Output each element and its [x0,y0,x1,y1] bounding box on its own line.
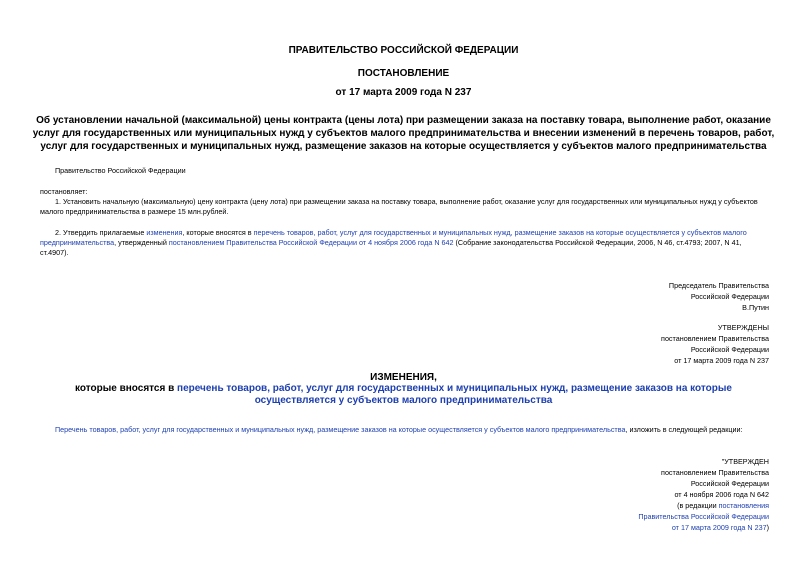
changes-title: ИЗМЕНЕНИЯ, [370,372,437,383]
approved-642-line-7 [638,522,769,533]
approved-642-line-3: Российской Федерации [690,479,769,488]
list-link[interactable]: перечень товаров, работ, услуг для государственных и муниципальных нужд, размещение заказов на которые осуществляется у субъектов малого предпринимательства [40,228,747,247]
doc-title: Об установлении начальной (максимальной) цены контракта (цены лота) при размещении заказа на поставку товара, выполнение работ, оказание услуг для государственных или муниципальных нужд у субъектов малого предпринимательства и внесении изменений в перечень товаров, работ, услуг для государственных и муниципальных нужд, размещение заказов на которые осуществляется у субъектов малого предпринимательства [32,115,775,152]
approved-line-3: Российской Федерации [690,345,769,354]
signature-line-3: В.Путин [742,303,769,312]
government-label: Правительство Российской Федерации [55,166,186,175]
approved-line-4: от 17 марта 2009 года N 237 [674,356,769,365]
resolution-642-link[interactable]: постановлением Правительства Российской Федерации от 4 ноября 2006 года N 642 [168,238,454,247]
item-2-text-b: , которые вносятся в [182,228,254,237]
approved-642-block [638,456,769,533]
approved-642-line-4: от 4 ноября 2006 года N 642 [674,490,769,499]
changes-paragraph-link[interactable]: Перечень товаров, работ, услуг для государственных и муниципальных нужд, размещение заказов на которые осуществляется у субъектов малого предпринимательства [55,425,626,434]
item-2-text-c: , утвержденный [114,238,169,247]
signature-block [669,280,769,313]
changes-paragraph-text: , изложить в следующей редакции: [625,425,743,434]
edition-link-government[interactable]: Правительства Российской Федерации [638,512,769,521]
edition-link[interactable]: постановления [718,501,769,510]
signature-line-1: Председатель Правительства [668,281,769,290]
item-2-text-a: 2. Утвердить прилагаемые [55,228,147,237]
item-1: 1. Установить начальную (максимальную) цену контракта (цену лота) при размещении заказа на поставку товара, выполнение работ, оказание услуг для государственных или муниципальных нужд у субъектов малого предпринимательства в размере 15 млн.рублей. [40,197,758,216]
item-2-text-d: (Собрание законодательства Российской Федерации, 2006, N 46, ст.4793; 2007, N 41, ст.4907). [40,238,742,257]
approved-642-line-7-close: ) [766,523,769,532]
approved-642-line-1: "УТВЕРЖДЕН [721,457,769,466]
edition-link-date[interactable]: от 17 марта 2009 года N 237 [671,523,767,532]
item-2 [40,228,765,258]
signature-line-2: Российской Федерации [690,292,769,301]
approved-642-line-5 [638,500,769,511]
approved-642-line-2: постановлением Правительства [661,468,769,477]
changes-paragraph [55,425,775,435]
approved-642-line-6 [638,511,769,522]
doc-date-number: от 17 марта 2009 года N 237 [335,87,472,98]
approved-642-line-5-text: (в редакции [677,501,719,510]
changes-subtitle-link[interactable]: перечень товаров, работ, услуг для государственных и муниципальных нужд, размещение заказов на которые осуществляется у субъектов малого предпринимательства [177,383,732,406]
doc-type-heading: ПОСТАНОВЛЕНИЕ [357,68,450,79]
changes-subtitle [40,383,767,407]
resolves-label: постановляет: [40,187,88,196]
changes-subtitle-text: которые вносятся в [75,383,178,394]
changes-link[interactable]: изменения [146,228,183,237]
approved-line-2: постановлением Правительства [661,334,769,343]
approved-block [661,322,769,366]
org-heading: ПРАВИТЕЛЬСТВО РОССИЙСКОЙ ФЕДЕРАЦИИ [288,45,519,56]
approved-line-1: УТВЕРЖДЕНЫ [717,323,769,332]
